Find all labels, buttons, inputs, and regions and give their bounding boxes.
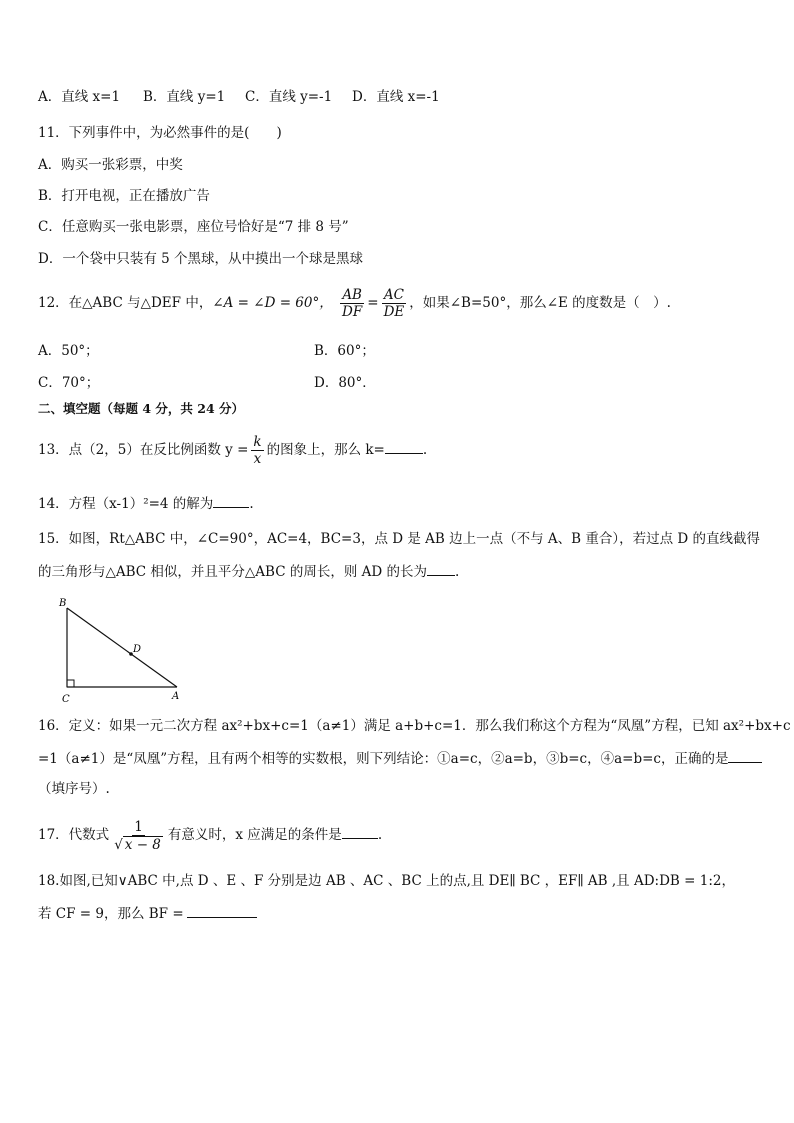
- q17-frac-den: x − 8: [124, 836, 161, 853]
- q11-option-a: A．购买一张彩票，中奖: [38, 157, 183, 173]
- q11-option-d: D．一个袋中只装有 5 个黑球，从中摸出一个球是黑球: [38, 251, 363, 267]
- q13-stem: [38, 432, 427, 468]
- q11-stem: 11．下列事件中，为必然事件的是( ): [38, 125, 282, 141]
- section2-title: 二、填空题（每题 4 分，共 24 分）: [38, 401, 245, 416]
- q16-answer-blank[interactable]: [728, 750, 762, 763]
- q18-line1: 18.如图,已知∨ABC 中,点 D 、E 、F 分别是边 AB 、AC 、BC 上的点,且 DE∥ BC ，EF∥ AB ,且 AD:DB = 1:2，: [38, 873, 735, 889]
- q16-line2: =1（a≠1）是“凤凰”方程，且有两个相等的实数根，则下列结论：①a=c，②a=b，③b=c，④a=b=c，正确的是: [38, 751, 729, 767]
- q16-line3: （填序号）.: [38, 781, 110, 797]
- q15-line2-wrap: [38, 563, 459, 581]
- q12-frac2-num: AC: [383, 287, 404, 303]
- label-b: B: [59, 598, 67, 609]
- q13-prefix: 13．点（2，5）在反比例函数 y =: [38, 442, 249, 458]
- q11-option-c: C．任意购买一张电影票，座位号恰好是“7 排 8 号”: [38, 219, 349, 235]
- q10-option-b: B．直线 y=1: [143, 89, 226, 105]
- side-ab: [67, 608, 177, 687]
- q13-frac-num: k: [253, 434, 262, 450]
- q16-line2-wrap: [38, 750, 762, 768]
- q15-line2: 的三角形与△ABC 相似，并且平分△ABC 的周长，则 AD 的长为: [38, 564, 428, 580]
- q14-text: 14．方程（x-1）²=4 的解为: [38, 496, 214, 512]
- q13-answer-blank[interactable]: [385, 441, 423, 454]
- q17-frac-den-wrap: √ x − 8: [114, 836, 161, 853]
- q17-suffix: 有意义时，x 应满足的条件是: [167, 827, 342, 843]
- q12-fraction-ab-df: [340, 287, 364, 320]
- q15-answer-blank[interactable]: [427, 563, 455, 576]
- label-d: D: [133, 644, 142, 655]
- q12-equals: =: [367, 295, 379, 311]
- q17-fraction: [112, 819, 165, 853]
- q17-stem: [38, 815, 382, 855]
- q12-angles: ∠A = ∠D = 60°，: [212, 295, 333, 311]
- q12-option-c: C．70°；: [38, 375, 100, 391]
- q18-line2-wrap: [38, 905, 257, 923]
- q12-option-d: D．80°．: [314, 375, 376, 391]
- q12-frac1-num: AB: [342, 287, 362, 303]
- q13-fraction-k-x: [251, 434, 263, 467]
- q12-option-a: A．50°；: [38, 343, 99, 359]
- q17-prefix: 17．代数式: [38, 827, 110, 843]
- q11-option-b: B．打开电视，正在播放广告: [38, 188, 210, 204]
- q13-suffix: 的图象上，那么 k=: [266, 442, 385, 458]
- q18-line2: 若 CF = 9，那么 BF =: [38, 906, 184, 922]
- q16-line1: 16．定义：如果一元二次方程 ax²+bx+c=1（a≠1）满足 a+b+c=1．那么我们称这个方程为“凤凰”方程，已知 ax²+bx+c: [38, 718, 791, 734]
- q12-stem: [38, 285, 671, 321]
- q17-frac-num: 1: [134, 818, 143, 835]
- q15-end: .: [455, 564, 460, 580]
- q14-answer-blank[interactable]: [213, 495, 249, 508]
- label-a: A: [172, 691, 180, 702]
- q13-end: .: [422, 442, 428, 458]
- q12-suffix: ，如果∠B=50°，那么∠E 的度数是（ ）.: [409, 295, 671, 311]
- q12-frac2-den: DE: [383, 304, 405, 320]
- q17-answer-blank[interactable]: [342, 826, 378, 839]
- q18-answer-blank[interactable]: [187, 905, 257, 918]
- q10-option-a: A．直线 x=1: [38, 89, 121, 105]
- q12-frac1-den: DF: [342, 304, 363, 320]
- q14-end: .: [249, 496, 254, 512]
- right-angle-mark: [67, 680, 74, 687]
- q17-end: .: [377, 827, 383, 843]
- q10-option-c: C．直线 y=-1: [245, 89, 333, 105]
- q12-fraction-ac-de: [382, 287, 407, 320]
- label-c: C: [62, 694, 70, 705]
- q13-frac-den: x: [253, 451, 262, 467]
- q12-prefix: 12．在△ABC 与△DEF 中，: [38, 295, 213, 311]
- q15-line1: 15．如图，Rt△ABC 中，∠C=90°，AC=4，BC=3，点 D 是 AB 边上一点（不与 A、B 重合），若过点 D 的直线截得: [38, 531, 761, 547]
- q10-option-d: D．直线 x=-1: [352, 89, 440, 105]
- q12-option-b: B．60°；: [314, 343, 375, 359]
- q15-triangle-figure: [55, 595, 185, 705]
- q14-stem: [38, 495, 254, 513]
